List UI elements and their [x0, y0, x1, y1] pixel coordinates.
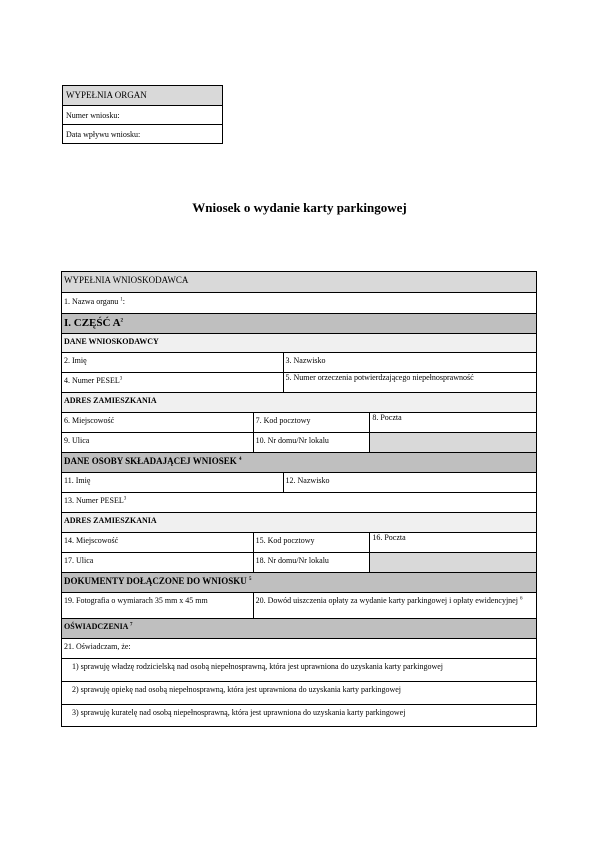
photo-field[interactable]: 19. Fotografia o wymiarach 35 mm x 45 mm: [64, 596, 208, 605]
submitter-pesel-row: [62, 492, 536, 512]
statement-curatorship[interactable]: 3) sprawuję kuratelę nad osobą niepełnosprawną, która jest uprawniona do uzyskania karty parkingowej: [72, 708, 406, 717]
documents-fields-row: [62, 592, 536, 618]
submitter-postal-code-field[interactable]: 15. Kod pocztowy: [253, 533, 370, 552]
last-name-field[interactable]: 3. Nazwisko: [283, 353, 536, 372]
application-form: [61, 271, 537, 727]
submitter-street-row: [62, 552, 536, 572]
submitter-row: [62, 452, 536, 472]
page-title: Wniosek o wydanie karty parkingowej: [192, 200, 407, 215]
address-heading: ADRES ZAMIESZKANIA: [64, 396, 157, 405]
street-row: [62, 432, 536, 452]
organ-box: [62, 85, 223, 144]
house-number-field[interactable]: 10. Nr domu/Nr lokalu: [253, 433, 370, 452]
applicant-data-row: [62, 333, 536, 352]
documents-heading: DOKUMENTY DOŁĄCZONE DO WNIOSKU $^5$: [64, 576, 252, 586]
submitter-address-row: [62, 512, 536, 532]
address-row: [62, 392, 536, 412]
application-number-field[interactable]: Numer wniosku:: [63, 105, 222, 124]
organ-header: WYPEŁNIA ORGAN: [63, 86, 222, 105]
submitter-first-name-field[interactable]: 11. Imię: [64, 476, 91, 485]
submitter-street-field[interactable]: 17. Ulica: [64, 556, 94, 565]
submitter-heading: DANE OSOBY SKŁADAJĄCEJ WNIOSEK $^4$: [64, 456, 242, 466]
applicant-header-row: [62, 272, 536, 292]
part-a-row: [62, 313, 536, 333]
statements-heading: OŚWIADCZENIA $^7$: [64, 622, 133, 631]
disability-certificate-field[interactable]: 5. Numer orzeczenia potwierdzającego niepełnosprawność: [283, 373, 536, 392]
part-a-heading: I. CZĘŚĆ $A^2$: [64, 317, 124, 329]
name-row: [62, 352, 536, 372]
blank-cell: [369, 553, 536, 572]
post-office-field[interactable]: 8. Poczta: [369, 413, 536, 432]
organ-name-field[interactable]: 1. Nazwa organu $^1$:: [64, 297, 126, 306]
blank-cell: [369, 433, 536, 452]
applicant-data-heading: DANE WNIOSKODAWCY: [64, 337, 159, 346]
statement-row: [62, 658, 536, 681]
submitter-city-field[interactable]: 14. Miejscowość: [64, 536, 119, 545]
statements-row: [62, 618, 536, 638]
organ-name-row: [62, 292, 536, 313]
statement-parental[interactable]: 1) sprawuję władzę rodzicielską nad osobą niepełnosprawną, która jest uprawniona do uzyskania karty parkingowej: [72, 662, 443, 671]
submitter-pesel-field[interactable]: 13. Numer PESEL$^3$: [64, 496, 127, 505]
statement-row: [62, 704, 536, 726]
submitter-last-name-field[interactable]: 12. Nazwisko: [283, 473, 536, 492]
receipt-date-field[interactable]: Data wpływu wniosku:: [63, 124, 222, 143]
city-row: [62, 412, 536, 432]
submitter-city-row: [62, 532, 536, 552]
declaration-label: 21. Oświadczam, że:: [64, 642, 131, 651]
submitter-post-office-field[interactable]: 16. Poczta: [369, 533, 536, 552]
postal-code-field[interactable]: 7. Kod pocztowy: [253, 413, 370, 432]
applicant-header: WYPEŁNIA WNIOSKODAWCA: [64, 275, 189, 285]
submitter-house-number-field[interactable]: 18. Nr domu/Nr lokalu: [253, 553, 370, 572]
street-field[interactable]: 9. Ulica: [64, 436, 90, 445]
city-field[interactable]: 6. Miejscowość: [64, 416, 115, 425]
pesel-field[interactable]: 4. Numer PESEL$^3$: [64, 376, 123, 385]
submitter-address-heading: ADRES ZAMIESZKANIA: [64, 516, 157, 525]
declaration-row: [62, 638, 536, 658]
pesel-row: [62, 372, 536, 392]
submitter-name-row: [62, 472, 536, 492]
statement-guardianship[interactable]: 2) sprawuję opiekę nad osobą niepełnosprawną, która jest uprawniona do uzyskania karty parkingowej: [72, 685, 402, 694]
statement-row: [62, 681, 536, 704]
payment-proof-field[interactable]: 20. Dowód uiszczenia opłaty za wydanie karty parkingowej i opłaty ewidencyjnej $^6$: [253, 593, 536, 618]
first-name-field[interactable]: 2. Imię: [64, 356, 87, 365]
documents-row: [62, 572, 536, 592]
